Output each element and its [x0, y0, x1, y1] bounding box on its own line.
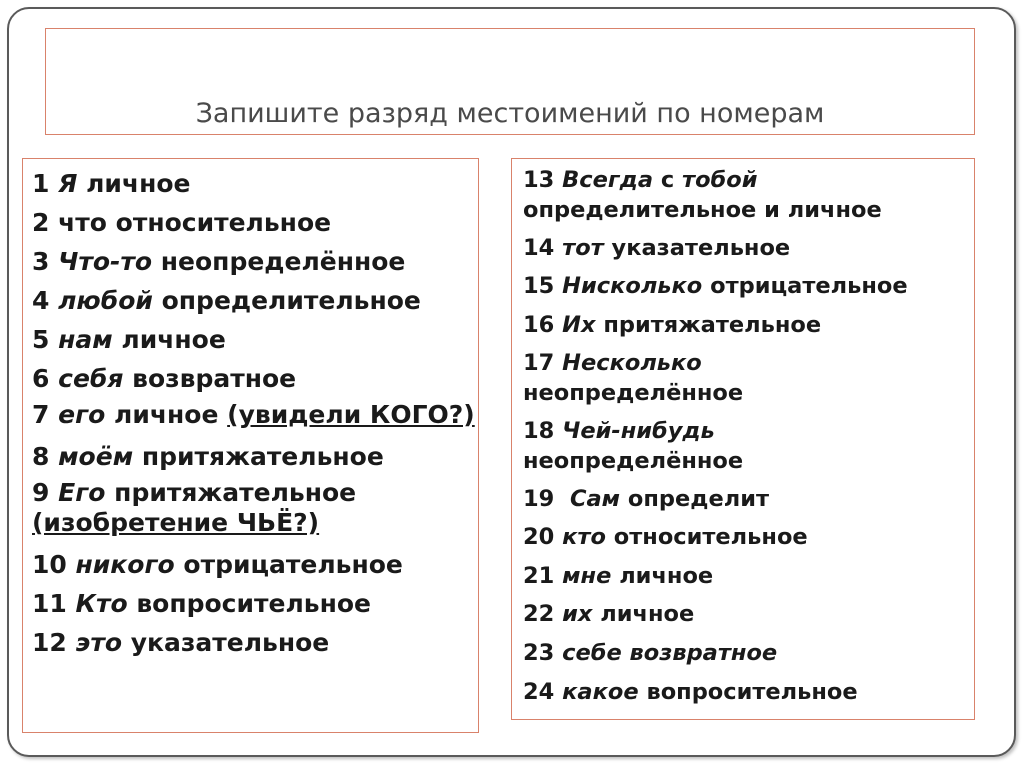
list-item: 10 никого отрицательное [32, 550, 403, 579]
list-item: 8 моём притяжательное [32, 442, 384, 471]
list-item: 12 это указательное [32, 628, 330, 657]
list-item: 24 какое вопросительное [523, 678, 858, 705]
list-item: 2 что относительное [32, 208, 332, 237]
list-item: 17 Несколько неопределённое [523, 350, 744, 407]
slide-title: Запишите разряд местоимений по номерам [195, 98, 825, 129]
list-item: 1 Я личное [32, 169, 191, 198]
list-item: 14 тот указательное [523, 234, 791, 261]
list-item: 7 его личное (увидели КОГО?) [32, 400, 475, 429]
list-item: 11 Кто вопросительное [32, 589, 371, 618]
list-item: 5 нам личное [32, 325, 226, 354]
title-box [45, 28, 975, 135]
list-item: 4 любой определительное [32, 286, 421, 315]
left-answer-column [22, 158, 479, 733]
list-item: 19 Сам определит [523, 485, 770, 512]
list-item: 6 себя возвратное [32, 364, 297, 393]
list-item: 22 их личное [523, 601, 695, 628]
list-item: 18 Чей-нибудь неопределённое [523, 417, 744, 474]
list-item: 3 Что-то неопределённое [32, 247, 406, 276]
list-item: 21 мне личное [523, 562, 714, 589]
list-item: 16 Их притяжательное [523, 311, 822, 338]
question-note: (увидели КОГО?) [227, 400, 475, 429]
list-item: 13 Всегда с тобой определительное и личное [523, 167, 882, 223]
list-item: 20 кто относительное [523, 524, 808, 551]
list-item: 9 Его притяжательное (изобретение ЧЬЁ?) [32, 478, 357, 537]
list-item: 23 себе возвратное [523, 639, 778, 666]
list-item: 15 Нисколько отрицательное [523, 273, 908, 300]
question-note: (изобретение ЧЬЁ?) [32, 508, 320, 537]
right-answer-column [511, 158, 975, 720]
